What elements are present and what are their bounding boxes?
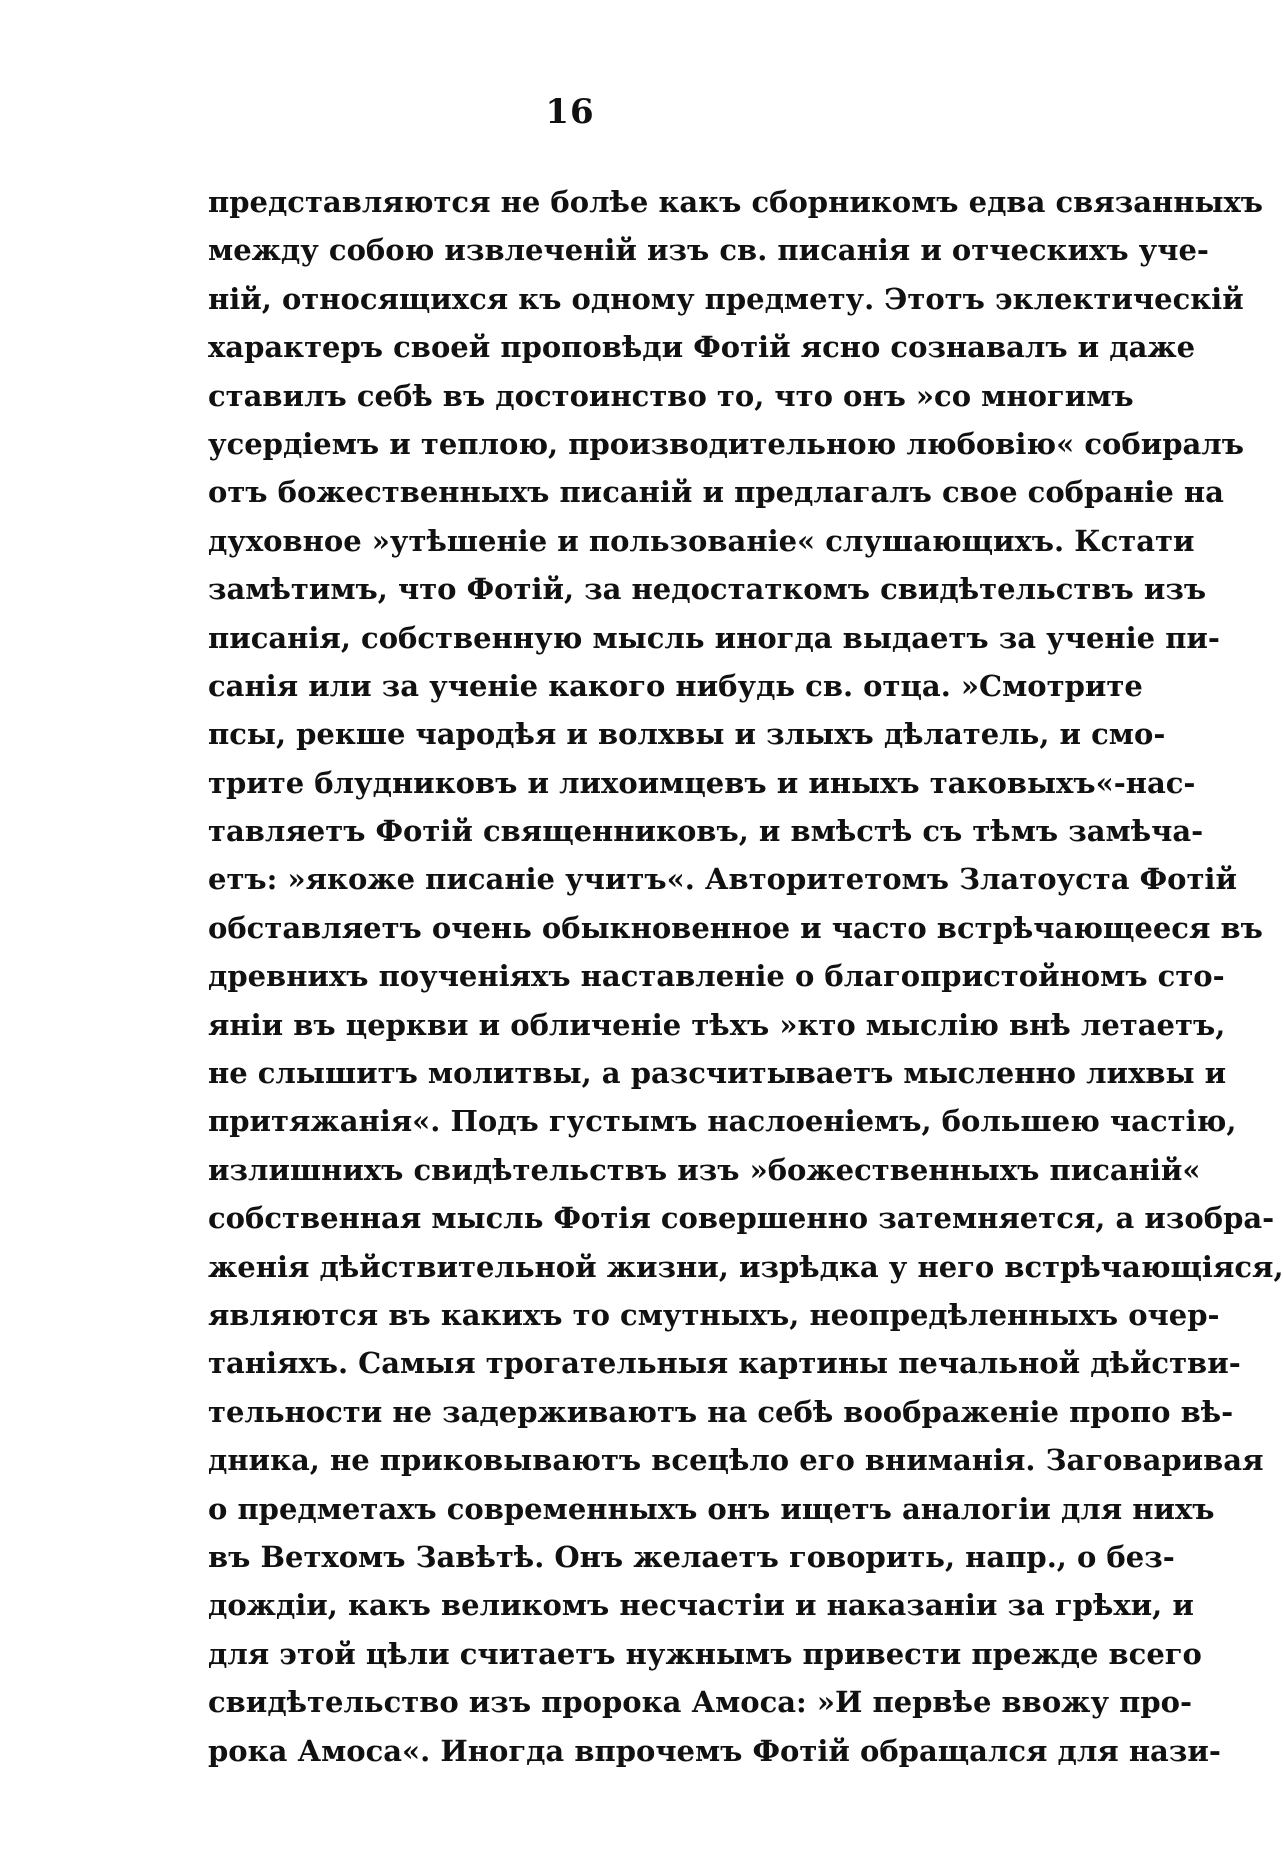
text-line: духовное »утѣшеніе и пользованіе« слушающихъ. Кстати (208, 523, 1195, 558)
text-line: санія или за ученіе какого нибудь св. отца. »Смотрите (208, 668, 1143, 703)
text-line: отъ божественныхъ писаній и предлагалъ свое собраніе на (208, 475, 1224, 510)
page-number: 16 (545, 92, 595, 132)
text-line: яніи въ церкви и обличеніе тѣхъ »кто мыслію внѣ летаетъ, (208, 1007, 1226, 1042)
text-line: для этой цѣли считаетъ нужнымъ привести прежде всего (208, 1636, 1202, 1671)
text-line: ставилъ себѣ въ достоинство то, что онъ »со многимъ (208, 378, 1134, 413)
text-line: ній, относящихся къ одному предмету. Этотъ эклектическій (208, 281, 1244, 316)
text-line: етъ: »якоже писаніе учитъ«. Авторитетомъ Златоуста Фотій (208, 862, 1237, 897)
text-line: въ Ветхомъ Завѣтѣ. Онъ желаетъ говорить, напр., о без- (208, 1539, 1175, 1574)
text-line: древнихъ поученіяхъ наставленіе о благопристойномъ сто- (208, 959, 1225, 994)
text-line: псы, рекше чародѣя и волхвы и злыхъ дѣлатель, и смо- (208, 717, 1166, 752)
text-line: писанія, собственную мысль иногда выдаетъ за ученіе пи- (208, 620, 1220, 655)
text-line: трите блудниковъ и лихоимцевъ и иныхъ таковыхъ«-нас- (208, 765, 1196, 800)
text-line: обставляетъ очень обыкновенное и часто встрѣчающееся въ (208, 910, 1263, 945)
body-text (208, 178, 1284, 1775)
text-line: излишнихъ свидѣтельствъ изъ »божественныхъ писаній« (208, 1152, 1201, 1187)
text-line: собственная мысль Фотія совершенно затемняется, а изобра- (208, 1201, 1275, 1236)
text-line: свидѣтельство изъ пророка Амоса: »И первѣе ввожу про- (208, 1685, 1192, 1720)
text-line: женія дѣйствительной жизни, изрѣдка у него встрѣчающіяся, (208, 1249, 1284, 1284)
text-line: о предметахъ современныхъ онъ ищетъ аналогіи для нихъ (208, 1491, 1215, 1526)
text-line: дождіи, какъ великомъ несчастіи и наказаніи за грѣхи, и (208, 1588, 1194, 1623)
text-line: не слышитъ молитвы, а разсчитываетъ мысленно лихвы и (208, 1056, 1227, 1091)
text-line: являются въ какихъ то смутныхъ, неопредѣленныхъ очер- (208, 1297, 1220, 1332)
text-line: между собою извлеченій изъ св. писанія и отческихъ уче- (208, 233, 1209, 268)
text-line: характеръ своей проповѣди Фотій ясно сознавалъ и даже (208, 330, 1196, 365)
text-line: тельности не задерживаютъ на себѣ воображеніе пропо вѣ- (208, 1394, 1234, 1429)
text-line: таніяхъ. Самыя трогательныя картины печальной дѣйстви- (208, 1346, 1241, 1381)
text-line: притяжанія«. Подъ густымъ наслоеніемъ, большею частію, (208, 1104, 1237, 1139)
text-line: замѣтимъ, что Фотій, за недостаткомъ свидѣтельствъ изъ (208, 572, 1207, 607)
text-line: представляются не болѣе какъ сборникомъ едва связанныхъ (208, 185, 1264, 219)
text-line: тавляетъ Фотій священниковъ, и вмѣстѣ съ тѣмъ замѣча- (208, 814, 1204, 849)
text-line: рока Амоса«. Иногда впрочемъ Фотій обращался для нази- (208, 1733, 1221, 1768)
text-line: усердіемъ и теплою, производительною любовію« собиралъ (208, 426, 1244, 461)
text-line: дника, не приковываютъ всецѣло его вниманія. Заговаривая (208, 1443, 1264, 1478)
